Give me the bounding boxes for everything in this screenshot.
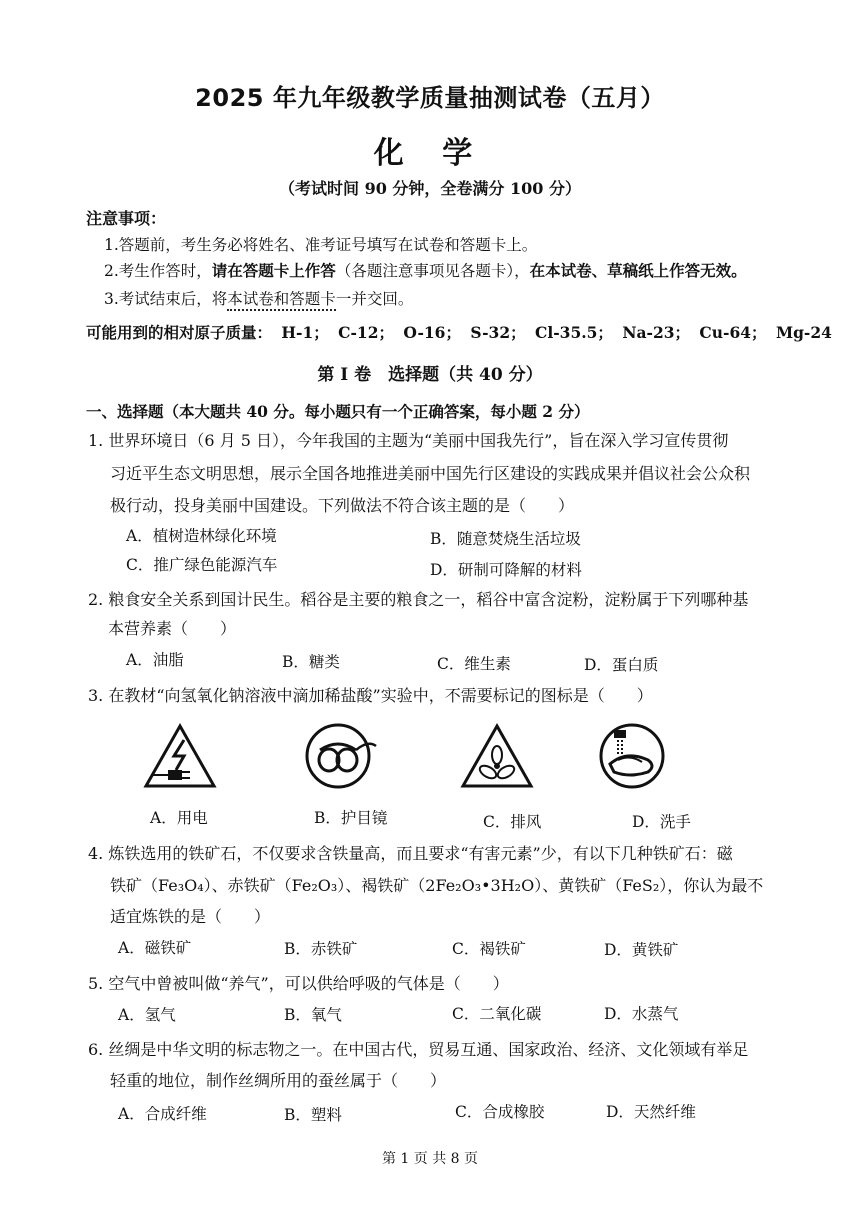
q6-option-b: B．塑料 — [284, 1106, 342, 1124]
goggles-icon — [302, 720, 378, 790]
notice-heading: 注意事项： — [86, 209, 167, 228]
q2-line-2: 本营养素（ ） — [108, 619, 237, 638]
q1-line-1: 1. 世界环境日（6 月 5 日），今年我国的主题为“美丽中国我先行”，旨在深入学习宣传贯彻 — [88, 431, 729, 450]
q1-option-b: B．随意焚烧生活垃圾 — [430, 530, 581, 548]
q1-line-3: 极行动，投身美丽中国建设。下列做法不符合该主题的是（ ） — [110, 496, 575, 515]
q2-line-1: 2. 粮食安全关系到国计民生。稻谷是主要的粮食之一，稻谷中富含淀粉，淀粉属于下列哪种基 — [88, 590, 749, 609]
q6-option-a: A．合成纤维 — [118, 1105, 207, 1123]
q1-option-c: C．推广绿色能源汽车 — [126, 556, 278, 574]
q3-line-1: 3. 在教材“向氢氧化钠溶液中滴加稀盐酸”实验中，不需要标记的图标是（ ） — [88, 686, 653, 705]
q3-option-d: D．洗手 — [632, 813, 691, 831]
q6-option-c: C．合成橡胶 — [455, 1103, 545, 1121]
q5-option-c: C．二氧化碳 — [452, 1005, 542, 1023]
atomic-masses: 可能用到的相对原子质量： H-1； C-12； O-16； S-32； Cl-35.5； Na-23； Cu-64； Mg-24 — [86, 323, 832, 342]
q4-option-d: D．黄铁矿 — [604, 941, 679, 959]
q3-option-c: C．排风 — [483, 813, 542, 831]
q4-option-b: B．赤铁矿 — [284, 940, 358, 958]
section-heading: 第 I 卷 选择题（共 40 分） — [317, 365, 543, 385]
q4-line-2: 铁矿（Fe₃O₄）、赤铁矿（Fe₂O₃）、褐铁矿（2Fe₂O₃•3H₂O）、黄铁矿（FeS₂），你认为最不 — [110, 876, 764, 895]
q2-option-a: A．油脂 — [126, 651, 184, 669]
q4-line-1: 4. 炼铁选用的铁矿石，不仅要求含铁量高，而且要求“有害元素”少，有以下几种铁矿石：磁 — [88, 844, 733, 863]
notice-item-2: 2.考生作答时，请在答题卡上作答（各题注意事项见各题卡），在本试卷、草稿纸上作答无效。 — [104, 261, 747, 280]
q3-option-b: B．护目镜 — [314, 809, 388, 827]
q6-line-2: 轻重的地位，制作丝绸所用的蚕丝属于（ ） — [110, 1071, 447, 1090]
q2-option-b: B．糖类 — [282, 653, 340, 671]
notice-item-1: 1.答题前，考生务必将姓名、准考证号填写在试卷和答题卡上。 — [104, 236, 538, 254]
q4-line-3: 适宜炼铁的是（ ） — [110, 907, 271, 926]
q4-option-a: A．磁铁矿 — [118, 939, 192, 957]
hand-washing-icon — [596, 720, 672, 790]
exam-time-note: （考试时间 90 分钟，全卷满分 100 分） — [279, 179, 581, 198]
q2-option-d: D．蛋白质 — [584, 656, 659, 674]
q5-option-b: B．氧气 — [284, 1006, 342, 1024]
notice-item-3: 3.考试结束后，将本试卷和答题卡一并交回。 — [104, 287, 413, 309]
q4-option-c: C．褐铁矿 — [452, 940, 526, 958]
electricity-warning-icon — [142, 722, 218, 792]
page-number: 第 1 页 共 8 页 — [381, 1151, 479, 1167]
q1-option-d: D．研制可降解的材料 — [430, 561, 582, 579]
part-heading: 一、选择题（本大题共 40 分。每小题只有一个正确答案，每小题 2 分） — [86, 402, 590, 421]
q3-option-a: A．用电 — [150, 809, 208, 827]
q5-option-d: D．水蒸气 — [604, 1005, 679, 1023]
ventilation-fan-icon — [459, 722, 535, 792]
subject-title: 化 学 — [373, 136, 487, 171]
q5-option-a: A．氢气 — [118, 1006, 176, 1024]
q1-line-2: 习近平生态文明思想，展示全国各地推进美丽中国先行区建设的实践成果并倡议社会公众积 — [110, 464, 751, 483]
q2-option-c: C．维生素 — [437, 655, 511, 673]
q6-line-1: 6. 丝绸是中华文明的标志物之一。在中国古代，贸易互通、国家政治、经济、文化领域有举足 — [88, 1040, 749, 1059]
q6-option-d: D．天然纤维 — [606, 1103, 696, 1121]
exam-title: 2025 年九年级教学质量抽测试卷（五月） — [195, 84, 665, 112]
q1-option-a: A．植树造林绿化环境 — [126, 527, 277, 545]
q5-line-1: 5. 空气中曾被叫做“养气”，可以供给呼吸的气体是（ ） — [88, 974, 509, 993]
